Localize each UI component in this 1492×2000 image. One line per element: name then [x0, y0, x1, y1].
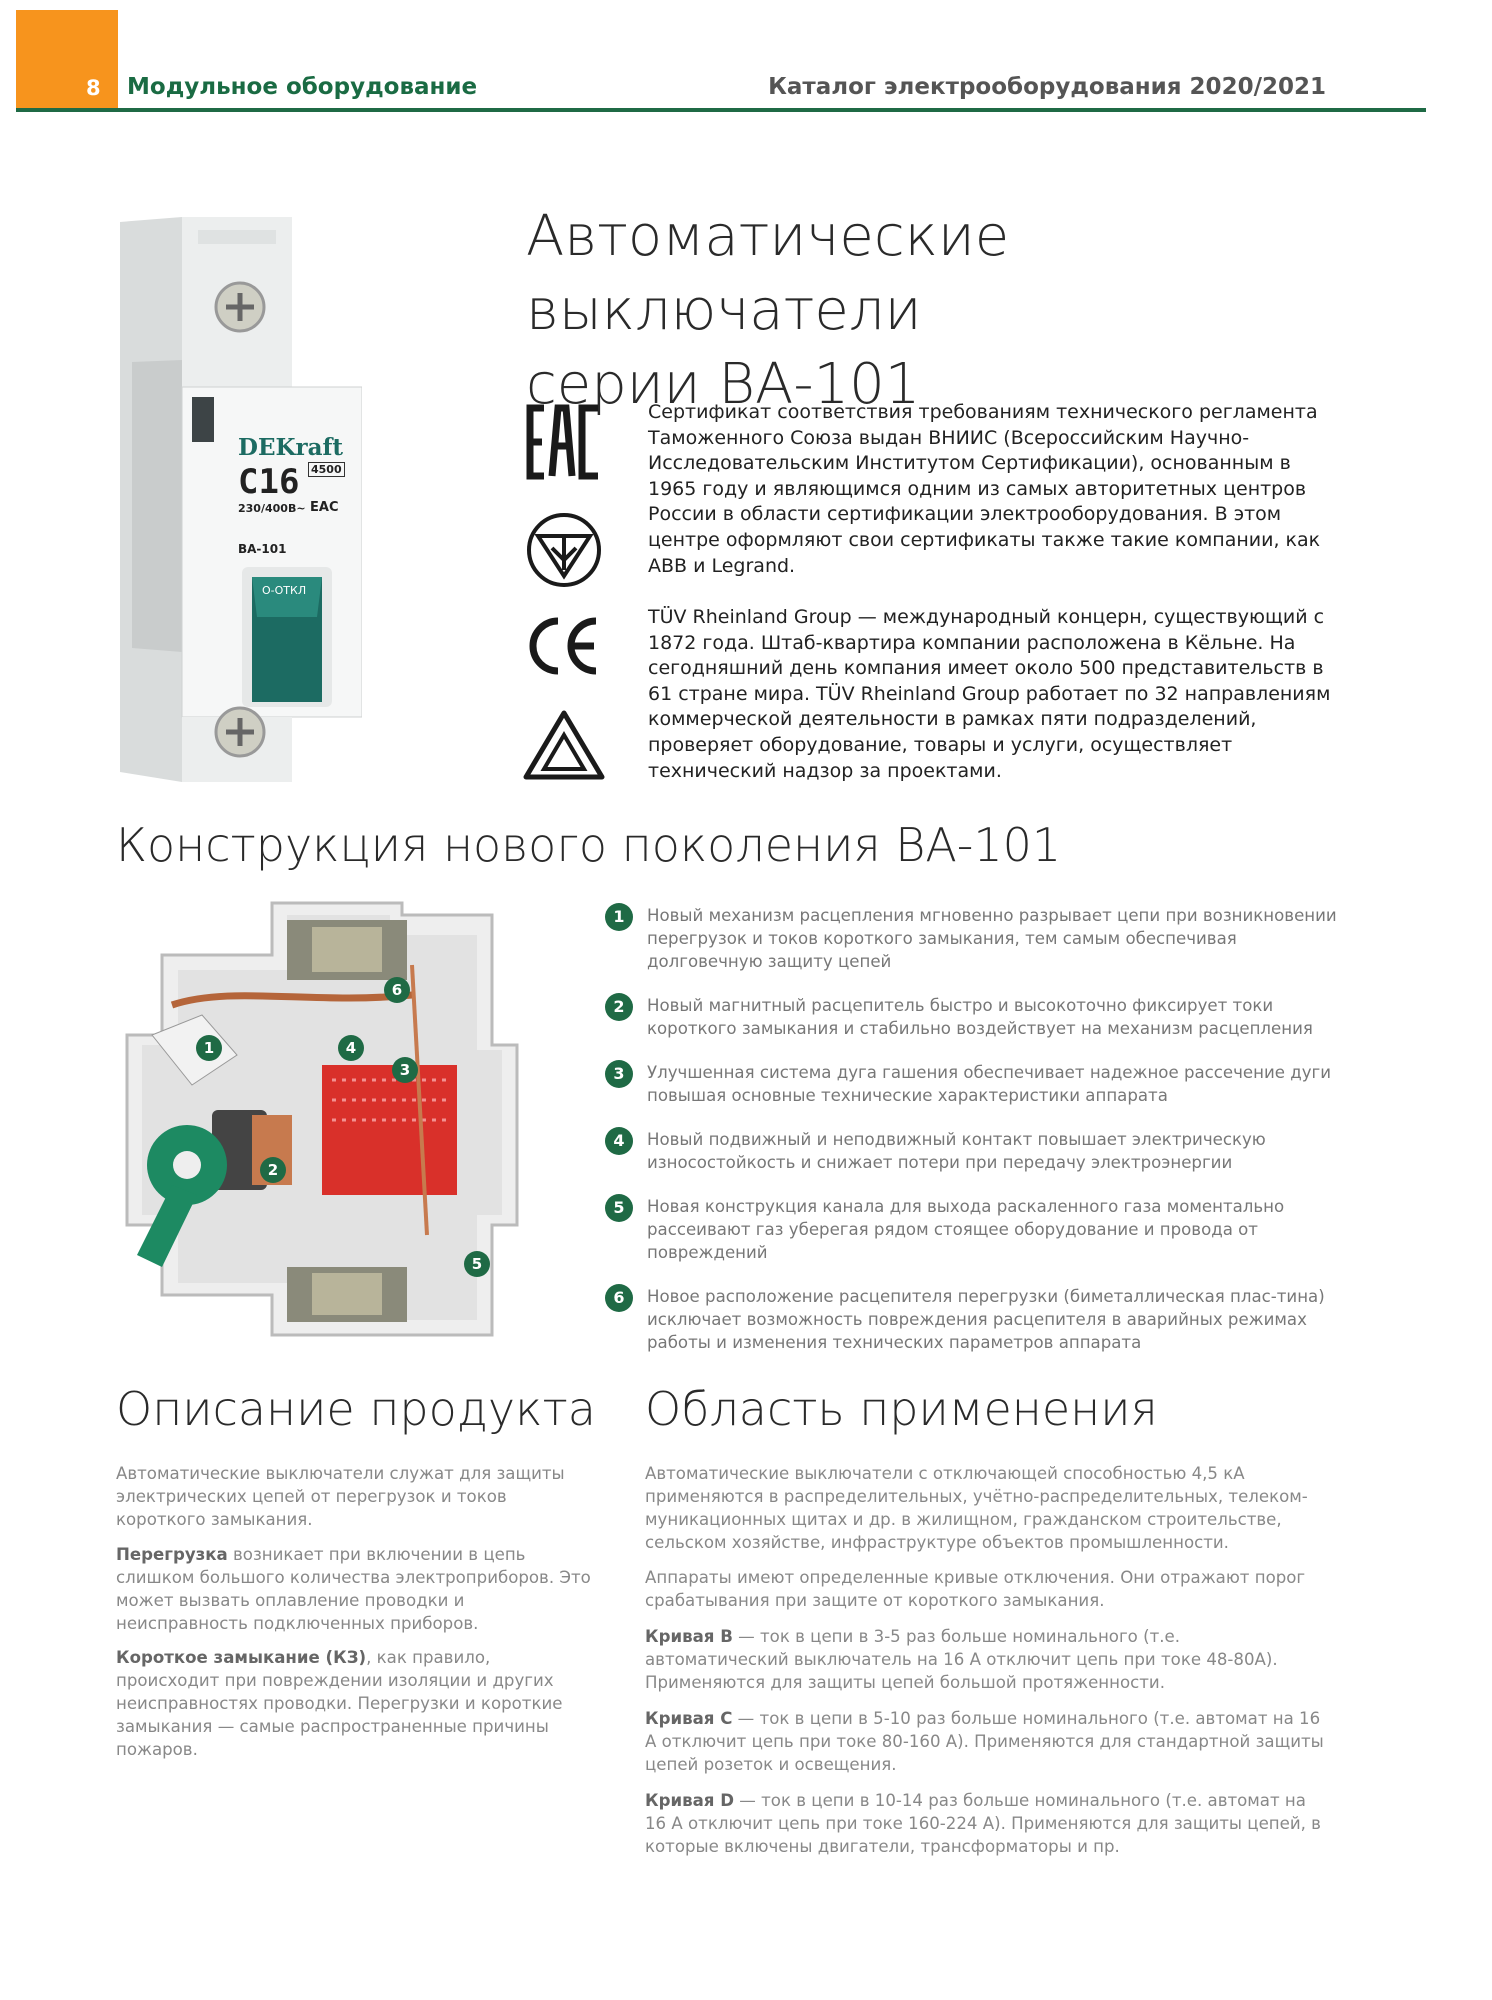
feature-number: 1 [605, 903, 633, 931]
page-number-tab [16, 10, 118, 108]
cutaway-illustration [112, 895, 532, 1345]
triangle-mark-icon [520, 700, 608, 788]
page-title-line1: Автоматические выключатели [526, 204, 1010, 343]
breaker-rating: C16 [238, 462, 300, 502]
breaker-model: ВА-101 [238, 542, 287, 556]
feature-item [605, 1285, 1345, 1354]
description-paragraph: Автоматические выключатели служат для защиты электрических цепей от перегрузок и токов короткого замыкания. [116, 1464, 565, 1529]
overload-text: возникает при включении в цепь слишком большого количества электроприборов. Это может вызвать оплавление проводки и неисправность подключенных приборов. [116, 1545, 591, 1633]
feature-number: 5 [605, 1194, 633, 1222]
curve-d-term: Кривая D [645, 1791, 734, 1810]
page-number: 8 [86, 76, 101, 100]
feature-text: Улучшенная система дуга гашения обеспечивает надежное рассечение дуги повышая основные технические характеристики аппарата [647, 1063, 1332, 1105]
overload-term: Перегрузка [116, 1545, 228, 1564]
callout-3: 3 [392, 1057, 418, 1083]
breaker-product-image [112, 212, 362, 787]
callout-2: 2 [260, 1157, 286, 1183]
feature-text: Новый магнитный расцепитель быстро и высокоточно фиксирует токи короткого замыкания и стабильно воздействует на механизм расцепления [647, 996, 1313, 1038]
curve-b-text: — ток в цепи в 3-5 раз больше номинального (т.е. автоматический выключатель на 16 А отключит цепь при токе 48-80А). Применяются для защиты цепей большой протяженности. [645, 1627, 1278, 1692]
section-title: Модульное оборудование [127, 74, 478, 100]
header-divider [16, 108, 1426, 112]
short-circuit-text: , как правило, происходит при повреждении изоляции и других неисправностях проводки. Перегрузки и короткие замыкания — самые распространенные причины пожаров. [116, 1648, 563, 1759]
construction-title: Конструкция нового поколения ВА-101 [116, 818, 1062, 872]
breaker-switch-label: О-ОТКЛ [262, 584, 307, 597]
feature-item [605, 1128, 1345, 1174]
page-title-line2: серии ВА-101 [526, 352, 921, 417]
breaker-voltage: 230/400В~ [238, 502, 306, 515]
feature-item [605, 994, 1345, 1040]
eac-mark-icon [520, 398, 608, 486]
curve-c-term: Кривая C [645, 1709, 733, 1728]
application-paragraph: Автоматические выключатели с отключающей способностью 4,5 кА применяются в распределительных, учётно-распределительных, телеком-муникационных щитах и др. в жилищном, гражданском строительстве, сельском хозяйстве, инфраструктуре объектов промышленности. [645, 1464, 1308, 1552]
breaker-cutaway-image [112, 895, 532, 1345]
feature-item [605, 1195, 1345, 1264]
feature-text: Новое расположение расцепителя перегрузки (биметаллическая плас-тина) исключает возможность повреждения расцепителя в аварийных режимах работы и изменения технических параметров аппарата [647, 1287, 1325, 1352]
description-title: Описание продукта [116, 1382, 596, 1436]
feature-text: Новый подвижный и неподвижный контакт повышает электрическую износостойкость и снижает потери при передачу электроэнергии [647, 1130, 1266, 1172]
short-circuit-term: Короткое замыкание (КЗ) [116, 1648, 367, 1667]
feature-text: Новый механизм расцепления мгновенно разрывает цепи при возникновении перегрузок и токов короткого замыкания, тем самым обеспечивая долговечную защиту цепей [647, 906, 1337, 971]
curve-d-text: — ток в цепи в 10-14 раз больше номинального (т.е. автомат на 16 А отключит цепь при токе 160-224 А). Применяются для защиты цепей, в которые включены двигатели, трансформаторы и пр. [645, 1791, 1321, 1856]
feature-number: 6 [605, 1284, 633, 1312]
feature-number: 4 [605, 1127, 633, 1155]
callout-4: 4 [338, 1035, 364, 1061]
breaker-eac: ЕАС [310, 500, 339, 515]
application-title: Область применения [645, 1382, 1158, 1436]
curve-b-paragraph [645, 1625, 1325, 1694]
overload-paragraph [116, 1543, 596, 1635]
catalog-title: Каталог электрооборудования 2020/2021 [768, 74, 1326, 100]
callout-1: 1 [196, 1035, 222, 1061]
ce-mark-icon [520, 602, 608, 690]
feature-number: 3 [605, 1060, 633, 1088]
eac-certificate-text: Сертификат соответствия требованиям технического регламента Таможенного Союза выдан ВНИИС (Всероссийским Научно-Исследовательским Институтом Сертификации), основанным в 1965 году и являющимся одним из самых авторитетных центров России в области сертификации электрооборудования. В этом центре оформляют свои сертификаты также такие компании, как ABB и Legrand. [648, 401, 1321, 577]
gost-r-mark-icon [520, 506, 608, 594]
page-title [526, 200, 1406, 422]
curve-b-term: Кривая B [645, 1627, 733, 1646]
feature-item [605, 904, 1345, 973]
callout-5: 5 [464, 1251, 490, 1277]
feature-text: Новая конструкция канала для выхода раскаленного газа моментально рассеивают газ уберегая рядом стоящее оборудование и провода от повреждений [647, 1197, 1285, 1262]
callout-6: 6 [384, 977, 410, 1003]
feature-item [605, 1061, 1345, 1107]
feature-number: 2 [605, 993, 633, 1021]
curve-d-paragraph [645, 1789, 1325, 1858]
curves-intro-paragraph: Аппараты имеют определенные кривые отключения. Они отражают порог срабатывания при защите от короткого замыкания. [645, 1568, 1306, 1610]
curve-c-text: — ток в цепи в 5-10 раз больше номинального (т.е. автомат на 16 А отключит цепь при токе 80-160 А). Применяются для стандартной защиты цепей розеток и освещения. [645, 1709, 1324, 1774]
tuv-description-text: TÜV Rheinland Group — международный концерн, существующий с 1872 года. Штаб-квартира компании расположена в Кёльне. На сегодняшний день компания имеет около 500 представительств в 61 стране мира. TÜV Rheinland Group работает по 32 направлениям коммерческой деятельности в рамках пяти подразделений, проверяет оборудование, товары и услуги, осуществляет технический надзор за проектами. [648, 606, 1331, 782]
breaker-capacity: 4500 [308, 462, 345, 477]
breaker-brand: DEKraft [238, 434, 344, 461]
short-circuit-paragraph [116, 1646, 596, 1761]
curve-c-paragraph [645, 1707, 1325, 1776]
